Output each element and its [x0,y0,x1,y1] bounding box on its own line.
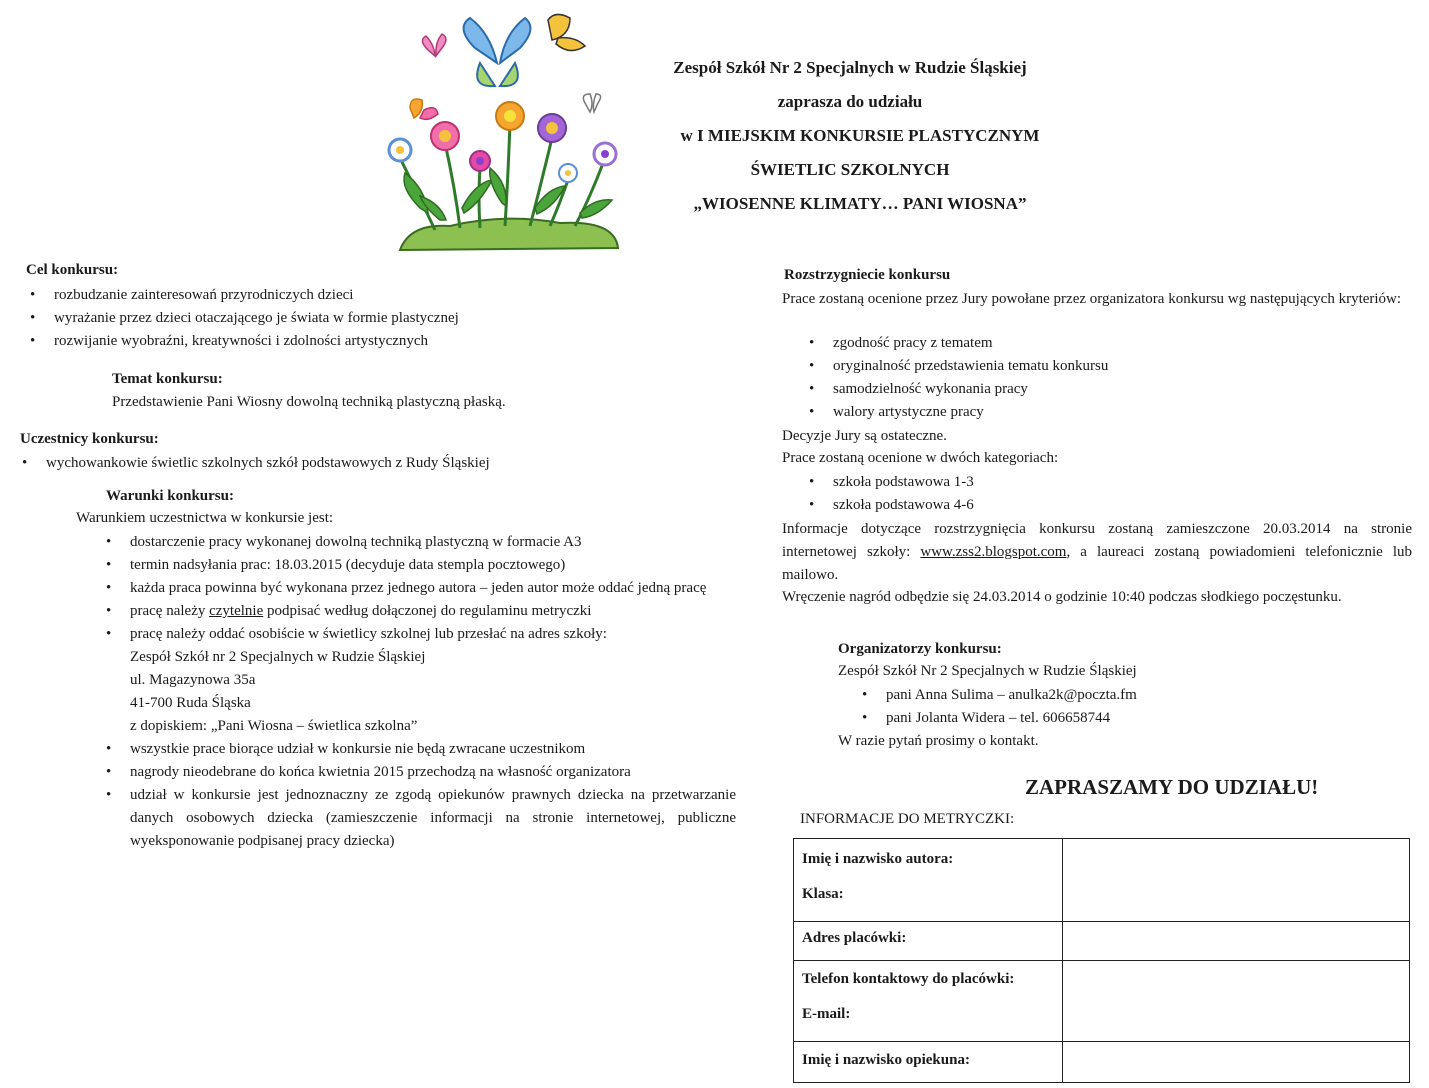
list-item: • dostarczenie pracy wykonanej dowolną techniką plastyczną w formacie A3 [130,531,736,554]
results-info [782,518,1412,587]
award-text: Wręczenie nagród odbędzie się 24.03.2014 o godzinie 10:40 podczas słodkiego poczęstunku. [782,589,1342,605]
address-line: 41-700 Ruda Śląska [130,695,251,711]
spring-flowers-illustration [380,8,630,258]
zapraszamy-heading: ZAPRASZAMY DO UDZIAŁU! [1025,775,1319,799]
header-line-1: Zespół Szkół Nr 2 Specjalnych w Rudzie Śląskiej [673,58,1027,77]
header-line-3: w I MIEJSKIM KONKURSIE PLASTYCZNYM [680,126,1040,145]
warunki-list [130,531,736,853]
table-row [794,839,1410,922]
organizatorzy-list [886,684,1137,730]
cel-list [54,284,459,353]
klasa-label: Klasa: [802,886,844,902]
organizatorzy-school: Zespół Szkół Nr 2 Specjalnych w Rudzie Śląskiej [838,663,1137,679]
list-item: • walory artystyczne pracy [833,401,1108,424]
metryczka-table [793,838,1410,1083]
list-item: • udział w konkursie jest jednoznaczny ze zgodą opiekunów prawnych dziecka na przetwarzanie danych osobowych dziecka (zamieszczenie informacji na stronie internetowej, publiczne wyeksponowanie podpisanej pracy dziecka) [130,784,736,853]
table-row [794,922,1410,961]
uczestnicy-list [46,452,490,475]
table-row [794,961,1410,1042]
item-text-pre: pracę należy [130,603,210,619]
item-text: • pracę należy oddać osobiście w świetlicy szkolnej lub przesłać na adres szkoły: [130,626,607,642]
categories-intro: Prace zostaną ocenione w dwóch kategoriach: [782,450,1059,466]
list-item: • wychowankowie świetlic szkolnych szkół podstawowych z Rudy Śląskiej [46,452,490,475]
warunki-title: Warunki konkursu: [106,488,234,504]
list-item: • oryginalność przedstawienia tematu konkursu [833,355,1108,378]
decisions-text: Decyzje Jury są ostateczne. [782,428,947,444]
author-class-label [794,839,1063,922]
list-item: • rozbudzanie zainteresowań przyrodniczych dzieci [54,284,459,307]
list-item: • szkoła podstawowa 1-3 [833,471,974,494]
criteria-list [833,332,1108,424]
opiekun-label: Imię i nazwisko opiekuna: [794,1042,1063,1083]
address-line: z dopiskiem: „Pani Wiosna – świetlica szkolna” [130,718,418,734]
blog-link[interactable]: www.zss2.blogspot.com [920,544,1067,560]
list-item: • pani Anna Sulima – anulka2k@poczta.fm [886,684,1137,707]
list-item [130,600,736,623]
address-line: ul. Magazynowa 35a [130,672,256,688]
adres-label: Adres placówki: [794,922,1063,961]
list-item: • wyrażanie przez dzieci otaczającego je świata w formie plastycznej [54,307,459,330]
item-text-post: podpisać według dołączonej do regulaminu metryczki [263,603,592,619]
temat-title: Temat konkursu: [112,371,223,387]
list-item: • każda praca powinna być wykonana przez jednego autora – jeden autor może oddać jedną pracę [130,577,736,600]
results-info-pre: Informacje dotyczące rozstrzygnięcia konkursu zostaną zamieszczone 20.03.2014 na stronie internetowej szkoły: [782,521,1412,560]
temat-text: Przedstawienie Pani Wiosny dowolną techniką plastyczną płaską. [112,394,506,410]
list-item: • wszystkie prace biorące udział w konkursie nie będą zwracane uczestnikom [130,738,736,761]
contact-text: W razie pytań prosimy o kontakt. [838,733,1039,749]
rozstrzygniecie-intro: Prace zostaną ocenione przez Jury powołane przez organizatora konkursu wg następujących kryteriów: [782,291,1402,307]
telefon-label: Telefon kontaktowy do placówki: [802,971,1015,987]
organizatorzy-title: Organizatorzy konkursu: [838,641,1002,657]
list-item: • samodzielność wykonania pracy [833,378,1108,401]
email-label: E-mail: [802,1006,851,1022]
warunki-intro: Warunkiem uczestnictwa w konkursie jest: [76,510,334,526]
telefon-email-field[interactable] [1063,961,1410,1042]
cel-title: Cel konkursu: [26,262,119,278]
rozstrzygniecie-title: Rozstrzygniecie konkursu [784,267,951,283]
list-item: • pani Jolanta Widera – tel. 606658744 [886,707,1137,730]
uczestnicy-title: Uczestnicy konkursu: [20,431,159,447]
list-item [130,623,736,738]
categories-list [833,471,974,517]
header-line-5: „WIOSENNE KLIMATY… PANI WIOSNA” [693,194,1027,213]
list-item: • termin nadsyłania prac: 18.03.2015 (decyduje data stempla pocztowego) [130,554,736,577]
telefon-email-label [794,961,1063,1042]
czytelnie-link[interactable]: czytelnie [209,603,264,619]
list-item: • rozwijanie wyobraźni, kreatywności i zdolności artystycznych [54,330,459,353]
list-item: • nagrody nieodebrane do końca kwietnia 2015 przechodzą na własność organizatora [130,761,736,784]
adres-field[interactable] [1063,922,1410,961]
author-label: Imię i nazwisko autora: [802,851,954,867]
list-item: • zgodność pracy z tematem [833,332,1108,355]
opiekun-field[interactable] [1063,1042,1410,1083]
author-class-field[interactable] [1063,839,1410,922]
table-row [794,1042,1410,1083]
list-item: • szkoła podstawowa 4-6 [833,494,974,517]
results-info-post: , a laureaci zostaną powiadomieni telefonicznie lub mailowo. [782,544,1412,583]
header-line-2: zaprasza do udziału [777,92,923,111]
address-line: Zespół Szkół nr 2 Specjalnych w Rudzie Śląskiej [130,649,426,665]
metryczka-title: INFORMACJE DO METRYCZKI: [800,811,1015,827]
header-line-4: ŚWIETLIC SZKOLNYCH [750,160,950,179]
